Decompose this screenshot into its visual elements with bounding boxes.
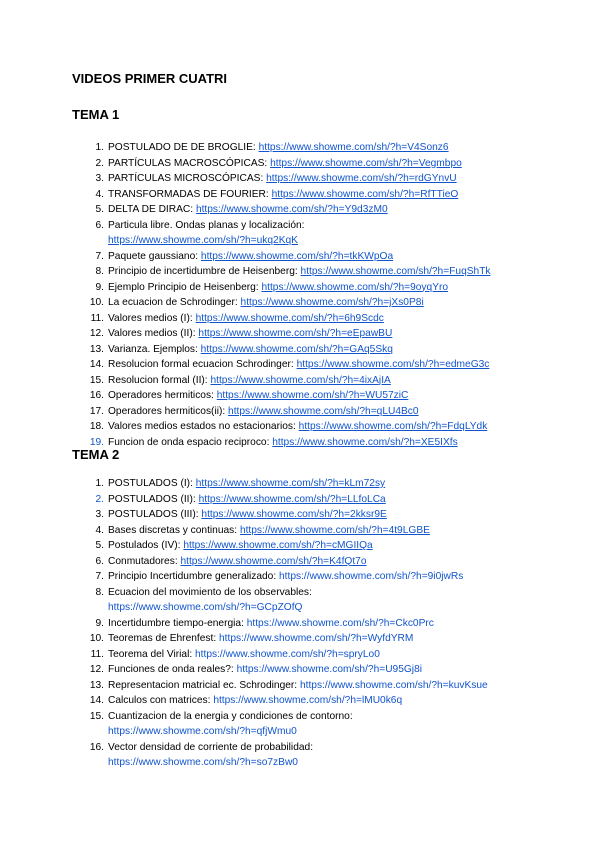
list-item <box>0 631 560 647</box>
list-item-label: Postulados (IV): <box>108 540 184 551</box>
list-item-label: Funciones de onda reales?: <box>108 664 237 675</box>
tema-1-video-list <box>0 140 600 450</box>
list-item <box>0 280 560 296</box>
list-item <box>0 295 560 311</box>
video-link[interactable]: https://www.showme.com/sh/?h=6h9Scdc <box>195 312 384 324</box>
list-item-number: 17. <box>89 405 104 417</box>
section-heading-tema-2: TEMA 2 <box>72 447 120 462</box>
video-link[interactable]: https://www.showme.com/sh/?h=K4fQt7o <box>180 555 367 567</box>
list-item <box>0 171 560 187</box>
video-link[interactable]: https://www.showme.com/sh/?h=FdqLYdk <box>298 421 488 432</box>
video-link[interactable]: https://www.showme.com/sh/?h=lMU0k6q <box>213 695 403 706</box>
list-item-number: 4. <box>95 188 104 200</box>
list-item-number: 1. <box>95 478 104 489</box>
list-item-number: 3. <box>95 509 104 520</box>
video-link[interactable]: https://www.showme.com/sh/?h=V4Sonz6 <box>258 142 449 153</box>
list-item <box>0 342 560 358</box>
list-item-number: 13. <box>89 679 104 691</box>
list-item-number: 19. <box>89 436 104 448</box>
list-item <box>0 693 560 709</box>
list-item-number: 10. <box>89 297 104 308</box>
list-item <box>0 187 560 203</box>
list-item-label: POSTULADOS (II): <box>108 493 199 505</box>
video-link[interactable]: https://www.showme.com/sh/?h=Vegmbpo <box>270 157 462 169</box>
list-item <box>0 140 560 156</box>
video-link[interactable]: https://www.showme.com/sh/?h=edmeG3c <box>296 359 490 370</box>
list-item <box>0 249 560 265</box>
list-item-number: 11. <box>90 312 104 324</box>
list-item <box>0 373 560 389</box>
video-link[interactable]: https://www.showme.com/sh/?h=tkKWpOa <box>200 250 394 262</box>
list-item-label: Funcion de onda espacio reciproco: <box>108 436 273 448</box>
list-item-label: Varianza. Ejemplos: <box>108 343 201 355</box>
list-item-number: 5. <box>95 204 104 215</box>
list-item-number: 15. <box>89 374 104 386</box>
list-item-number: 14. <box>89 359 104 370</box>
video-link[interactable]: https://www.showme.com/sh/?h=GCpZOfQ <box>108 602 303 613</box>
list-item <box>0 156 560 172</box>
list-item-number: 6. <box>95 219 104 231</box>
list-item-number: 7. <box>95 250 104 262</box>
list-item-label: DELTA DE DIRAC: <box>108 204 196 215</box>
tema-2-video-list <box>0 476 600 771</box>
video-link[interactable]: https://www.showme.com/sh/?h=LLfoLCa <box>198 493 386 505</box>
video-link[interactable]: https://www.showme.com/sh/?h=Ckc0Prc <box>246 617 434 629</box>
video-link[interactable]: https://www.showme.com/sh/?h=9i0jwRs <box>279 571 464 582</box>
list-item <box>0 476 560 492</box>
video-link[interactable]: https://www.showme.com/sh/?h=eEpawBU <box>198 328 393 339</box>
list-item-label: Resolucion formal (II): <box>108 374 211 386</box>
list-item-label: Cuantizacion de la energia y condiciones de contorno: <box>108 710 353 722</box>
list-item <box>0 507 560 523</box>
list-item-label: Principio Incertidumbre generalizado: <box>108 571 280 582</box>
list-item-label: POSTULADOS (III): <box>108 509 202 520</box>
list-item-label: Operadores hermiticos(ii): <box>108 405 229 417</box>
document-title: VIDEOS PRIMER CUATRI <box>72 71 228 86</box>
list-item-label: POSTULADOS (I): <box>108 478 196 489</box>
list-item-number: 2. <box>95 157 104 169</box>
video-link[interactable]: https://www.showme.com/sh/?h=4ixAjIA <box>210 374 391 386</box>
list-item <box>0 419 560 435</box>
list-item-label: Teorema del Virial: <box>108 648 196 660</box>
list-item-number: 5. <box>95 540 104 551</box>
list-item-number: 11. <box>90 648 104 660</box>
list-item-label: Calculos con matrices: <box>108 695 214 706</box>
list-item <box>0 218 560 249</box>
list-item <box>0 388 560 404</box>
video-link[interactable]: https://www.showme.com/sh/?h=U95Gj8i <box>236 664 422 675</box>
list-item <box>0 647 560 663</box>
list-item-number: 6. <box>95 555 104 567</box>
video-link[interactable]: https://www.showme.com/sh/?h=cMGIIQa <box>183 540 373 551</box>
list-item-number: 8. <box>95 586 104 598</box>
list-item <box>0 554 560 570</box>
video-link[interactable]: https://www.showme.com/sh/?h=qfjWmu0 <box>108 726 297 737</box>
list-item-label: Operadores hermiticos: <box>108 390 217 401</box>
video-link[interactable]: https://www.showme.com/sh/?h=RfTTieO <box>271 188 459 200</box>
list-item-number: 12. <box>89 664 104 675</box>
video-link[interactable]: https://www.showme.com/sh/?h=WU57ziC <box>216 390 409 401</box>
list-item-number: 8. <box>95 266 104 277</box>
video-link[interactable]: https://www.showme.com/sh/?h=2kksr9E <box>201 509 387 520</box>
video-link[interactable]: https://www.showme.com/sh/?h=ukq2KqK <box>108 235 298 246</box>
video-link[interactable]: https://www.showme.com/sh/?h=qLU4Bc0 <box>228 405 419 417</box>
section-heading-tema-1: TEMA 1 <box>72 107 120 122</box>
list-item <box>0 616 560 632</box>
list-item-label: PARTÍCULAS MACROSCÓPICAS: <box>108 157 271 169</box>
video-link[interactable]: https://www.showme.com/sh/?h=so7zBw0 <box>108 757 298 768</box>
list-item-number: 4. <box>95 524 104 536</box>
list-item-label: Particula libre. Ondas planas y localización: <box>108 219 305 231</box>
list-item-label: Teoremas de Ehrenfest: <box>108 633 219 644</box>
list-item-label: Ecuacion del movimiento de los observables: <box>108 586 312 598</box>
list-item <box>0 569 560 585</box>
list-item-label: PARTÍCULAS MICROSCÓPICAS: <box>108 173 267 184</box>
list-item-number: 1. <box>95 142 104 153</box>
video-link[interactable]: https://www.showme.com/sh/?h=rdGYnvU <box>266 173 457 184</box>
list-item-number: 2. <box>95 493 104 505</box>
list-item-number: 18. <box>89 421 104 432</box>
video-link[interactable]: https://www.showme.com/sh/?h=jXs0P8i <box>240 297 424 308</box>
list-item-number: 9. <box>95 617 104 629</box>
list-item <box>0 202 560 218</box>
list-item-label: TRANSFORMADAS DE FOURIER: <box>108 188 272 200</box>
video-link[interactable]: https://www.showme.com/sh/?h=XE5IXfs <box>272 436 458 448</box>
list-item-label: Incertidumbre tiempo-energia: <box>108 617 247 629</box>
video-link[interactable]: https://www.showme.com/sh/?h=Y9d3zM0 <box>195 204 388 215</box>
list-item <box>0 357 560 373</box>
list-item-number: 12. <box>89 328 104 339</box>
list-item <box>0 678 560 694</box>
video-link[interactable]: https://www.showme.com/sh/?h=9oyqYro <box>261 281 449 293</box>
video-link[interactable]: https://www.showme.com/sh/?h=kuvKsue <box>299 679 488 691</box>
video-link[interactable]: https://www.showme.com/sh/?h=FuqShTk <box>300 266 491 277</box>
list-item-label: Vector densidad de corriente de probabilidad: <box>108 741 314 753</box>
list-item-label: Representacion matricial ec. Schrodinger: <box>108 679 300 691</box>
video-link[interactable]: https://www.showme.com/sh/?h=4t9LGBE <box>239 524 430 536</box>
list-item-label: POSTULADO DE DE BROGLIE: <box>108 142 259 153</box>
list-item-number: 7. <box>95 571 104 582</box>
list-item-label: Principio de incertidumbre de Heisenberg: <box>108 266 301 277</box>
list-item-label: Bases discretas y continuas: <box>108 524 240 536</box>
video-link[interactable]: https://www.showme.com/sh/?h=WyfdYRM <box>219 633 414 644</box>
list-item-label: Resolucion formal ecuacion Schrodinger: <box>108 359 297 370</box>
list-item-label: Valores medios (I): <box>108 312 196 324</box>
list-item-number: 13. <box>89 343 104 355</box>
list-item <box>0 585 560 616</box>
list-item <box>0 662 560 678</box>
list-item <box>0 538 560 554</box>
list-item-number: 9. <box>95 281 104 293</box>
list-item <box>0 740 560 771</box>
list-item-label: Valores medios (II): <box>108 328 199 339</box>
list-item <box>0 326 560 342</box>
list-item-number: 3. <box>95 173 104 184</box>
list-item <box>0 523 560 539</box>
list-item-label: Conmutadores: <box>108 555 181 567</box>
list-item-label: Paquete gaussiano: <box>108 250 201 262</box>
list-item <box>0 492 560 508</box>
list-item-number: 14. <box>89 695 104 706</box>
video-link[interactable]: https://www.showme.com/sh/?h=GAq5Skq <box>200 343 393 355</box>
list-item <box>0 709 560 740</box>
video-link[interactable]: https://www.showme.com/sh/?h=spryLo0 <box>195 648 380 660</box>
list-item-number: 15. <box>89 710 104 722</box>
video-link[interactable]: https://www.showme.com/sh/?h=kLm72sy <box>195 478 386 489</box>
list-item-label: Valores medios estados no estacionarios: <box>108 421 299 432</box>
list-item-number: 16. <box>89 390 104 401</box>
list-item-number: 10. <box>89 633 104 644</box>
list-item <box>0 404 560 420</box>
list-item-label: La ecuacion de Schrodinger: <box>108 297 241 308</box>
list-item-number: 16. <box>89 741 104 753</box>
list-item-label: Ejemplo Principio de Heisenberg: <box>108 281 262 293</box>
list-item <box>0 311 560 327</box>
list-item <box>0 264 560 280</box>
